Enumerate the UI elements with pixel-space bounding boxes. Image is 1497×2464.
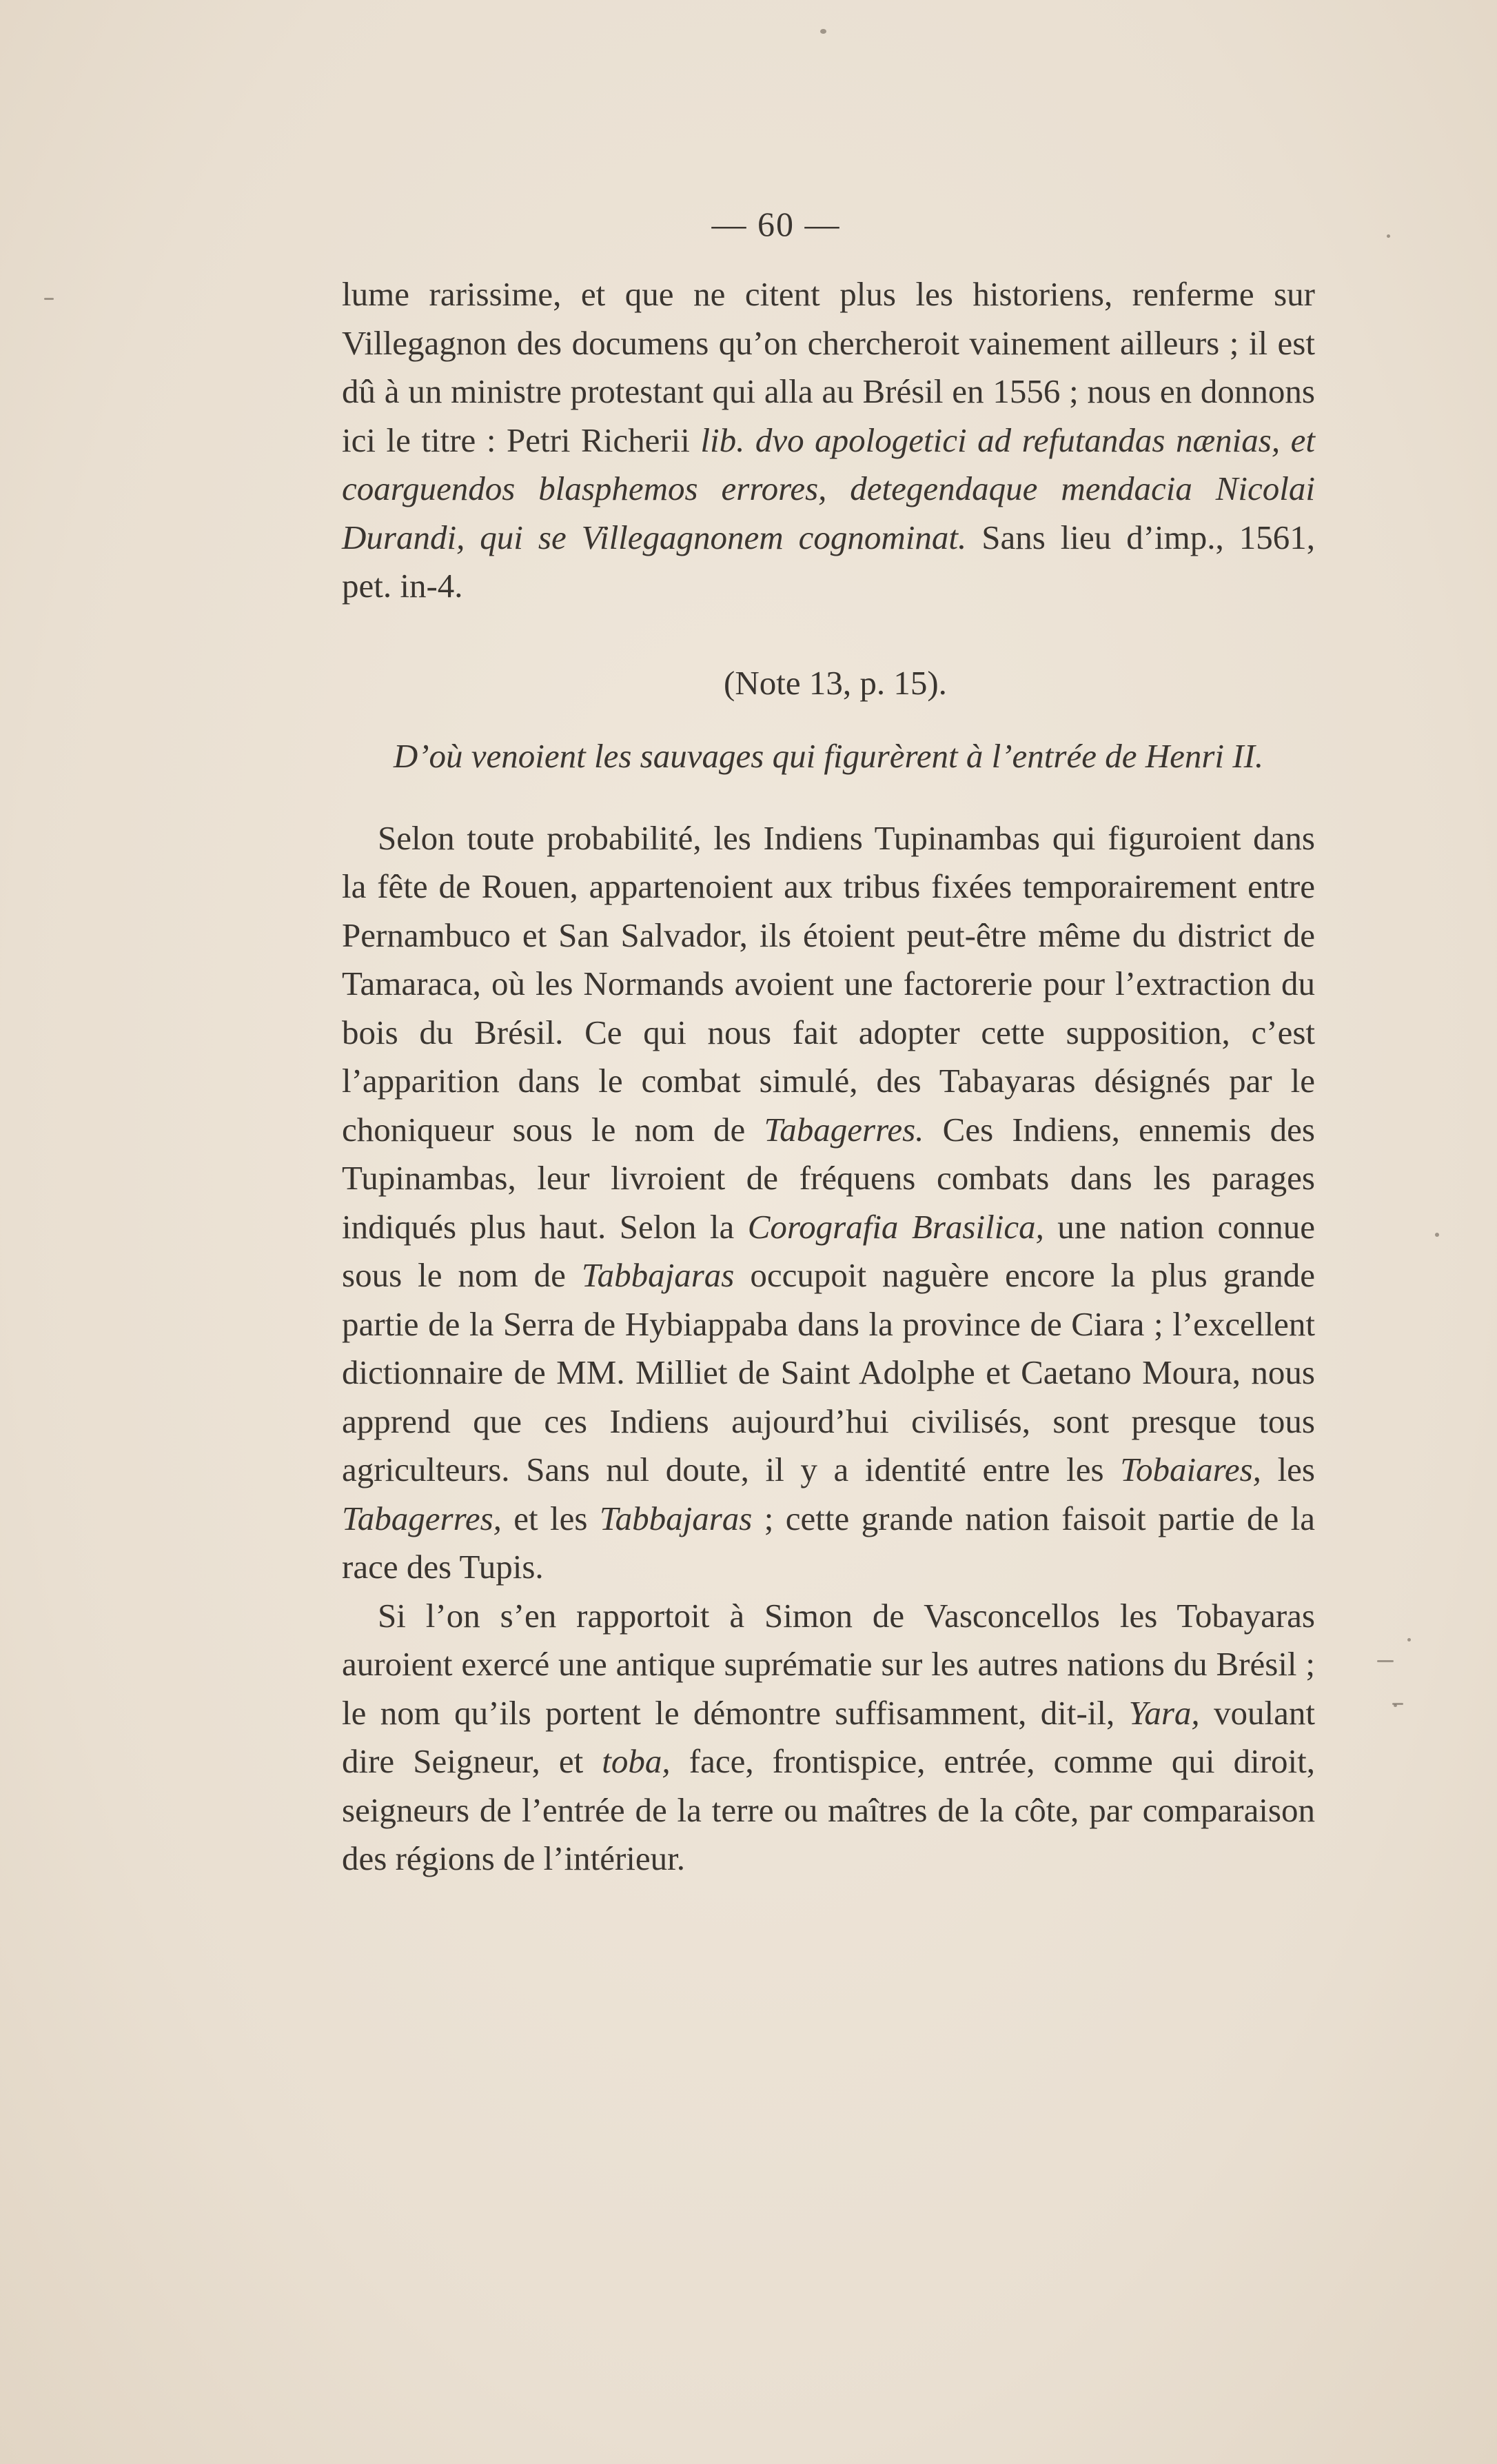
- paper-speck: [1435, 1233, 1439, 1237]
- paper-speck: [820, 29, 826, 34]
- paper-speck: [1392, 1703, 1403, 1705]
- p1-italic-1: Tabagerres.: [764, 1110, 924, 1149]
- p1-text-5: les: [1261, 1451, 1315, 1488]
- p2-italic-2: toba,: [602, 1742, 671, 1780]
- p1-italic-2: Corografia Brasilica,: [747, 1207, 1044, 1246]
- p1-text-4: occupoit naguère encore la plus grande partie de la Serra de Hybiappaba dans la province de Ciara ; l’excellent dictionnaire de MM. Milliet de Saint Adolphe et Caetano Moura, nous apprend que ces Indiens aujourd’hui civilisés, sont presque tous agriculteurs. Sans nul doute, il y a identité entre les: [342, 1256, 1315, 1488]
- intro-text-2: Sans lieu d’imp., 1561, pet. in-4.: [342, 518, 1315, 605]
- p2-text-3: face, frontispice, entrée, comme qui diroit, seigneurs de l’entrée de la terre ou maîtres de la côte, par comparaison des régions de l’intérieur.: [342, 1742, 1316, 1877]
- paragraph-1: [342, 814, 1315, 1592]
- paper-speck: [1407, 1638, 1411, 1642]
- paper-speck: [44, 298, 54, 300]
- p2-text-2: voulant dire Seigneur, et: [342, 1693, 1315, 1780]
- p1-text-1: Selon toute probabilité, les Indiens Tupinambas qui figuroient dans la fête de Rouen, appartenoient aux tribus fixées temporairement entre Pernambuco et San Salvador, ils étoient peut-être même du district de Tamaraca, où les Normands avoient une factorerie pour l’extraction du bois du Brésil. Ce qui nous fait adopter cette supposition, c’est l’apparition dans le combat simulé, des Tabayaras désignés par le choniqueur sous le nom de: [342, 818, 1315, 1149]
- paragraph-2: [342, 1592, 1315, 1884]
- page-number: — 60 —: [711, 205, 841, 243]
- note-reference: (Note 13, p. 15).: [724, 663, 947, 702]
- p2-text-1: Si l’on s’en rapportoit à Simon de Vasconcellos les Tobayaras auroient exercé une antique suprématie sur les autres nations du Brésil ; le nom qu’ils portent le démontre suffisamment, dit-il,: [342, 1596, 1315, 1732]
- body-text: [342, 270, 1315, 1884]
- p1-text-3: une nation connue sous le nom de: [342, 1207, 1315, 1294]
- paper-speck: [1387, 234, 1390, 238]
- p1-text-7: ; cette grande nation faisoit partie de la race des Tupis.: [342, 1499, 1315, 1586]
- paper-speck: [1377, 1660, 1394, 1662]
- p1-text-6: et les: [501, 1499, 600, 1537]
- section-heading: D’où venoient les sauvages qui figurèrent à l’entrée de Henri II.: [393, 737, 1264, 775]
- p1-italic-4: Tobaiares,: [1120, 1451, 1261, 1488]
- p1-text-2: Ces Indiens, ennemis des Tupinambas, leur livroient de fréquens combats dans les parages indiqués plus haut. Selon la: [342, 1110, 1315, 1246]
- intro-paragraph: [342, 270, 1315, 611]
- p2-italic-1: Yara,: [1128, 1693, 1200, 1732]
- p1-italic-6: Tabbajaras: [599, 1499, 753, 1537]
- intro-text-1: lume rarissime, et que ne citent plus les historiens, renferme sur Villegagnon des documens qu’on chercheroit vainement ailleurs ; il est dû à un ministre protestant qui alla au Brésil en 1556 ; nous en donnons ici le titre : Petri Richerii: [342, 275, 1315, 459]
- intro-book-title: lib. dvo apologetici ad refutandas nænias, et coarguendos blasphemos errores, detegendaque mendacia Nicolai Durandi, qui se Villegagnonem cognominat.: [342, 421, 1316, 556]
- p1-italic-3: Tabbajaras: [581, 1256, 735, 1294]
- p1-italic-5: Tabagerres,: [342, 1499, 502, 1537]
